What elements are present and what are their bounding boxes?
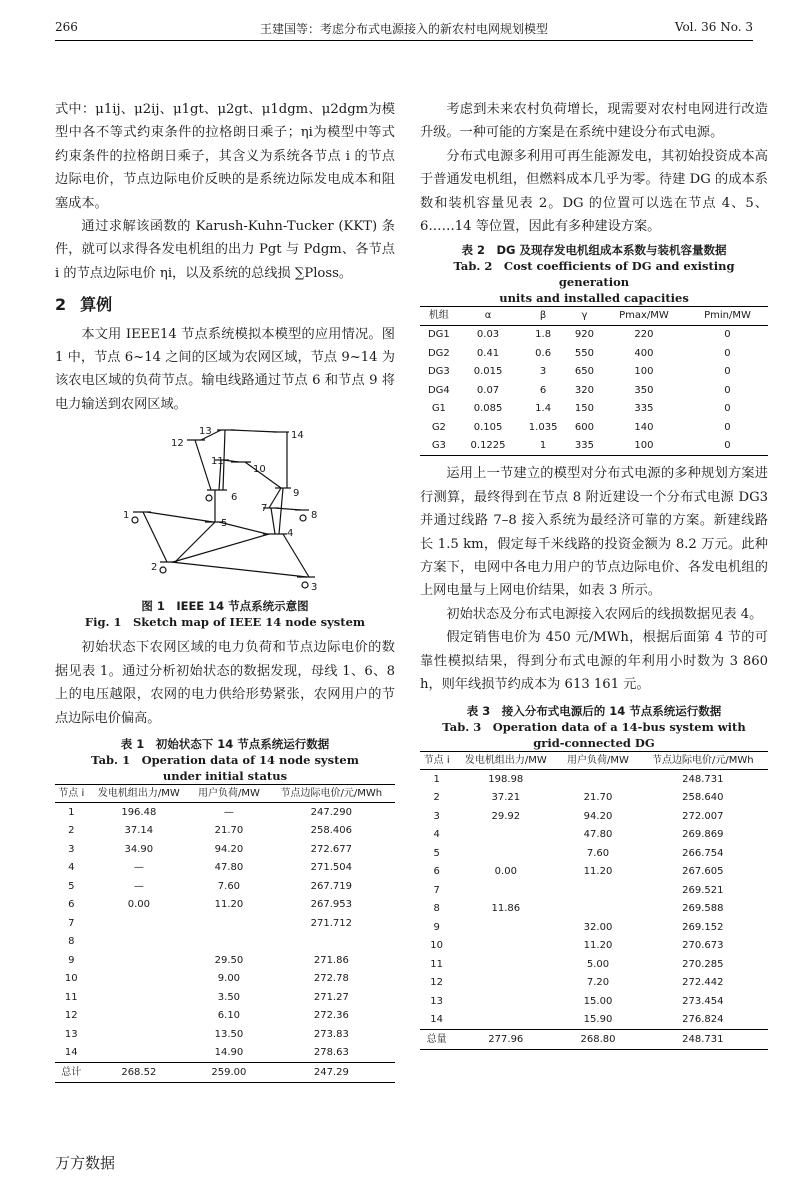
table2-caption-en-2: units and installed capacities <box>499 291 689 306</box>
table-cell <box>190 914 268 933</box>
table-cell <box>88 951 191 970</box>
table-cell: DG4 <box>427 384 450 396</box>
table2-caption-en-1: Tab. 2 Cost coefficients of DG and existing generation <box>453 259 735 290</box>
table-cell: G2 <box>431 421 446 433</box>
paragraph-lagrange: 式中：μ1ij、μ2ij、μ1gt、μ2gt、μ1dgm、μ2dgm为模型中各不等式约束条件的拉格朗日乘子；ηi为模型中等式约束条件的拉格朗日乘子，其含义为系统各节点 i 的节点边际电价，节点边际电价反映的是系统边际发电成本和阻塞成本。 <box>55 102 395 211</box>
table-cell: 350 <box>634 384 654 396</box>
table-cell <box>453 844 558 863</box>
table-cell: 7.20 <box>586 977 610 988</box>
table-cell <box>558 881 637 900</box>
table-cell: 0.1225 <box>458 437 519 456</box>
table-cell: 8 <box>68 936 75 948</box>
table-cell: 271.27 <box>313 991 349 1003</box>
table1-caption-en-1: Tab. 1 Operation data of 14 node system <box>91 752 359 767</box>
table-cell: 0.105 <box>473 421 503 433</box>
table-total-cell: 总量 <box>420 1030 453 1050</box>
node-label-13: 13 <box>199 426 212 438</box>
table-row <box>420 437 768 456</box>
node-label-10: 10 <box>253 464 266 476</box>
table-cell: 21.70 <box>214 825 244 837</box>
table-cell <box>88 914 191 933</box>
table-row <box>420 974 768 993</box>
table-cell: 0.015 <box>473 366 503 378</box>
table-cell: — <box>223 806 234 818</box>
table-cell: 11.20 <box>583 940 613 951</box>
table-cell: 34.90 <box>124 843 154 855</box>
table-cell: 9 <box>68 954 75 966</box>
table-header-cell: 用户负荷/MW <box>558 751 637 770</box>
table-row <box>420 918 768 937</box>
table-cell: 37.14 <box>124 825 154 837</box>
table-cell <box>88 1007 191 1026</box>
node-label-5: 5 <box>221 518 228 530</box>
table-cell: 2 <box>433 792 440 803</box>
table-cell: 1.035 <box>528 421 558 433</box>
table-cell: 273.83 <box>313 1028 349 1040</box>
table-cell <box>558 900 637 919</box>
table-cell: DG3 <box>427 366 450 378</box>
table-cell: 269.869 <box>682 829 724 840</box>
table-row <box>420 344 768 363</box>
table-header-cell: β <box>518 307 568 326</box>
table-cell: 196.48 <box>121 806 157 818</box>
table-cell: 5 <box>68 880 75 892</box>
node-label-12: 12 <box>171 438 184 450</box>
table-header-cell: 发电机组出力/MW <box>453 751 558 770</box>
table-row <box>55 914 395 933</box>
table-header-cell: α <box>458 307 519 326</box>
table-cell: 271.86 <box>313 954 349 966</box>
table-cell: 198.98 <box>488 773 524 785</box>
node-label-2: 2 <box>151 562 158 574</box>
table-cell: DG1 <box>427 329 450 341</box>
table-cell: 0.03 <box>476 329 500 341</box>
table-row <box>55 933 395 952</box>
table-cell: 10 <box>64 973 78 985</box>
figure-caption-cn: 图 1 IEEE 14 节点系统示意图 <box>141 599 309 614</box>
table-header-cell: γ <box>568 307 601 326</box>
table-cell: 94.20 <box>583 810 613 822</box>
table3-caption-cn: 表 3 接入分布式电源后的 14 节点系统运行数据 <box>466 703 722 718</box>
table-header-cell: 发电机组出力/MW <box>88 784 191 803</box>
table-cell: 0 <box>724 403 731 415</box>
table-cell: 11 <box>64 991 78 1003</box>
table-cell: 0.6 <box>535 347 552 359</box>
table-cell: 13 <box>64 1028 78 1040</box>
table-cell: 0 <box>724 347 731 359</box>
paragraph-upgrade: 考虑到未来农村负荷增长，现需要对农村电网进行改造升级。一种可能的方案是在系统中建设分布式电源。 <box>420 102 768 141</box>
table-cell: 1 <box>518 437 568 456</box>
table-cell <box>88 1044 191 1063</box>
table-total-cell: 268.52 <box>88 1063 191 1083</box>
table-cell: 3 <box>68 843 75 855</box>
table-row <box>420 807 768 826</box>
node-label-9: 9 <box>293 488 300 500</box>
page-number: 266 <box>55 20 78 34</box>
table-cell: 4 <box>433 829 440 840</box>
table-row <box>420 863 768 882</box>
table-cell: 6 <box>68 899 75 911</box>
table-total-cell: 259.00 <box>190 1063 268 1083</box>
table-cell <box>453 826 558 845</box>
table-cell: 0.41 <box>476 347 500 359</box>
table-row <box>55 1025 395 1044</box>
table-cell: 267.953 <box>310 899 353 911</box>
table-cell: 47.80 <box>214 862 244 874</box>
table-cell: — <box>133 862 144 874</box>
left-column <box>55 98 395 1083</box>
table-cell: 7 <box>68 917 75 929</box>
table-row <box>420 418 768 437</box>
table2-caption-cn: 表 2 DG 及现存发电机组成本系数与装机容量数据 <box>461 243 727 258</box>
node-label-4: 4 <box>287 528 294 540</box>
table-cell: 9.00 <box>217 973 241 985</box>
table-cell: 400 <box>634 347 654 359</box>
table-cell: 3 <box>539 366 547 378</box>
table-row <box>55 1007 395 1026</box>
table-cell: 0.00 <box>494 866 517 877</box>
table-cell: 21.70 <box>583 792 613 803</box>
table-row <box>55 970 395 989</box>
running-title: 王建国等：考虑分布式电源接入的新农村电网规划模型 <box>259 22 548 36</box>
table-cell: 3 <box>433 810 440 822</box>
table1-caption-en-2: under initial status <box>162 768 288 783</box>
table-cell: 335 <box>568 437 601 456</box>
table-cell: 248.731 <box>682 773 724 785</box>
table-cell: 0 <box>687 437 768 456</box>
table-header-cell: Pmin/MW <box>687 307 768 326</box>
table-row <box>420 955 768 974</box>
table-cell: 7.60 <box>217 880 241 892</box>
table-cell: 1.4 <box>535 403 552 415</box>
table-cell <box>190 933 268 952</box>
right-column <box>420 98 768 1050</box>
table-cell: 1.8 <box>535 329 552 341</box>
table-cell: 11.20 <box>583 866 613 877</box>
table3-caption <box>420 703 768 751</box>
node-label-6: 6 <box>231 492 238 504</box>
table-row <box>55 803 395 822</box>
node-label-14: 14 <box>291 430 304 442</box>
table-total-cell: 247.29 <box>268 1063 395 1083</box>
table-row <box>55 877 395 896</box>
table-header-cell: 用户负荷/MW <box>190 784 268 803</box>
node-label-8: 8 <box>311 510 318 522</box>
table-cell: 100 <box>634 366 654 378</box>
table-cell: 1 <box>68 806 75 818</box>
table3 <box>420 751 768 1050</box>
table-cell: 600 <box>574 421 594 433</box>
table-cell: 258.406 <box>310 825 353 837</box>
table-row <box>55 859 395 878</box>
table-row <box>55 822 395 841</box>
table-row <box>420 789 768 808</box>
table-cell: 2 <box>68 825 75 837</box>
table-cell: 6.10 <box>217 1010 241 1022</box>
table-cell: 269.521 <box>682 884 724 896</box>
table-cell: 11 <box>430 958 444 970</box>
table-cell <box>453 974 558 993</box>
table-row <box>420 381 768 400</box>
table-header-cell: 机组 <box>420 307 458 326</box>
table-cell: 5 <box>433 847 440 859</box>
table-cell: 272.36 <box>313 1010 349 1022</box>
figure-caption-en: Fig. 1 Sketch map of IEEE 14 node system <box>84 615 366 630</box>
table-cell: 220 <box>634 329 654 341</box>
node-label-3: 3 <box>311 582 318 594</box>
table-cell: 7 <box>433 884 440 896</box>
table-cell: G1 <box>431 403 446 415</box>
table-cell: 47.80 <box>583 829 613 840</box>
table-cell: 272.442 <box>682 977 724 988</box>
table-cell <box>88 970 191 989</box>
table-row <box>55 840 395 859</box>
paragraph-initial-state: 初始状态下农网区域的电力负荷和节点边际电价的数据见表 1。通过分析初始状态的数据发现，母线 1、6、8 上的电压越限，农网的电力供给形势紧张，农网用户的节点边际电价偏高。 <box>55 640 395 726</box>
table-cell: 269.588 <box>682 903 724 914</box>
table-cell: 10 <box>430 940 444 951</box>
table-cell: 6 <box>539 384 547 396</box>
volume-info: Vol. 36 No. 3 <box>674 20 753 34</box>
table-cell <box>88 988 191 1007</box>
node-label-11: 11 <box>211 456 224 468</box>
table-row <box>420 826 768 845</box>
running-header <box>55 18 753 41</box>
table-cell: 6 <box>433 866 440 877</box>
table-row <box>420 937 768 956</box>
table-total-cell: 268.80 <box>558 1030 637 1050</box>
table-cell: 3.50 <box>217 991 241 1003</box>
table-row <box>420 400 768 419</box>
table-cell: 7.60 <box>586 847 610 859</box>
table-cell: 8 <box>433 903 440 914</box>
table-cell <box>453 1011 558 1030</box>
table-header-cell: 节点 i <box>55 784 88 803</box>
table-header-cell: 节点 i <box>420 751 453 770</box>
table-row <box>420 770 768 789</box>
paragraph-loss-data: 初始状态及分布式电源接入农网后的线损数据见表 4。 <box>446 606 763 622</box>
ieee14-svg <box>55 424 395 594</box>
table-cell: 11.86 <box>491 903 521 914</box>
table3-caption-en-2: grid-connected DG <box>533 735 655 750</box>
table-cell <box>453 881 558 900</box>
table-cell: 271.504 <box>310 862 353 874</box>
table-cell: 270.673 <box>682 940 724 951</box>
footer-watermark: 万方数据 <box>55 1154 116 1172</box>
table-cell: 267.719 <box>310 880 353 892</box>
table-cell: 258.640 <box>682 792 724 803</box>
table-row <box>420 363 768 382</box>
paragraph-saving: 假定销售电价为 450 元/MWh，根据后面第 4 节的可靠性模拟结果，得到分布式电源的年利用小时数为 3 860 h，则年线损节约成本为 613 161 元。 <box>420 630 768 693</box>
table-cell: 12 <box>64 1010 78 1022</box>
node-label-1: 1 <box>123 510 130 522</box>
table-cell: 1 <box>433 773 440 785</box>
table1 <box>55 784 395 1083</box>
table-row <box>55 951 395 970</box>
table-row <box>420 1011 768 1030</box>
table-cell <box>453 992 558 1011</box>
table-row <box>420 881 768 900</box>
table-cell <box>453 918 558 937</box>
table-row <box>420 325 768 344</box>
table-total-row <box>55 1063 395 1083</box>
table-cell: 269.152 <box>682 921 724 933</box>
table-cell <box>88 933 191 952</box>
table-cell: 335 <box>634 403 654 415</box>
section-number: 2 <box>55 295 67 315</box>
table-cell: 13.50 <box>214 1028 244 1040</box>
table-cell: 272.007 <box>682 810 724 822</box>
table-cell: 550 <box>574 347 594 359</box>
table-total-cell: 总计 <box>55 1063 88 1083</box>
table-row <box>55 896 395 915</box>
table-cell: 15.90 <box>583 1014 613 1025</box>
table-cell: — <box>133 880 144 892</box>
node-label-7: 7 <box>261 503 268 515</box>
table-cell: 14 <box>64 1047 78 1059</box>
table-cell: 920 <box>574 329 594 341</box>
table-cell <box>453 937 558 956</box>
table-cell: 266.754 <box>682 847 724 859</box>
paragraph-dg-cost: 分布式电源多利用可再生能源发电，其初始投资成本高于普通发电机组，但燃料成本几乎为零。待建 DG 的成本系数和装机容量见表 2。DG 的位置可以选在节点 4、5、6……14 等位置，因此有多种建设方案。 <box>420 148 768 235</box>
table-cell: 270.285 <box>682 958 724 970</box>
table-cell: 247.290 <box>310 806 353 818</box>
table-cell: 0 <box>724 329 731 341</box>
table-cell: 13 <box>430 995 444 1007</box>
table-cell: 29.50 <box>214 954 244 966</box>
table-cell: 150 <box>574 403 594 415</box>
table-cell: 271.712 <box>310 917 353 929</box>
table-cell: 37.21 <box>491 792 521 803</box>
table3-caption-en-1: Tab. 3 Operation data of a 14-bus system with <box>442 719 746 734</box>
table-cell: 4 <box>68 862 75 874</box>
table-cell: 272.78 <box>313 973 349 985</box>
table-cell: 0 <box>724 366 731 378</box>
table-cell: 14.90 <box>214 1047 244 1059</box>
section-title: 算例 <box>80 295 113 315</box>
table-total-cell: 277.96 <box>453 1030 558 1050</box>
table-cell: 9 <box>433 921 440 933</box>
ieee14-diagram <box>55 424 395 594</box>
table1-caption-cn: 表 1 初始状态下 14 节点系统运行数据 <box>120 736 330 751</box>
table-cell: 278.63 <box>313 1047 349 1059</box>
table-header-cell: Pmax/MW <box>601 307 687 326</box>
table-cell: 15.00 <box>583 995 613 1007</box>
paragraph-plan-result: 运用上一节建立的模型对分布式电源的多种规划方案进行测算，最终得到在节点 8 附近建设一个分布式电源 DG3 并通过线路 7–8 接入系统为最经济可靠的方案。新建线路长 1.5 km，假定每千米线路的投资金额为 8.2 万元。此种方案下，电网中各电力用户的节点边际电价、各发电机组的上网电量与上网电价结果，如表 3 所示。 <box>420 466 768 599</box>
table-cell: 100 <box>601 437 687 456</box>
table-cell: 11.20 <box>214 899 244 911</box>
table-cell: 273.454 <box>682 995 724 1007</box>
table-row <box>55 1044 395 1063</box>
paragraph-example-intro: 本文用 IEEE14 节点系统模拟本模型的应用情况。图 1 中，节点 6~14 之间的区域为农网区域，节点 9~14 为该农电区域的负荷节点。输电线路通过节点 6 和节点 9 将电力输送到农网区域。 <box>55 326 395 412</box>
table-cell: 12 <box>430 977 444 988</box>
table-cell: G3 <box>420 437 458 456</box>
table-row <box>420 844 768 863</box>
table-cell: 0.085 <box>473 403 503 415</box>
table-cell: 0.00 <box>127 899 150 911</box>
table-cell: 267.605 <box>682 866 724 877</box>
table-cell <box>558 770 637 789</box>
table-row <box>55 988 395 1007</box>
table-cell: 140 <box>634 421 654 433</box>
section-heading <box>55 293 395 316</box>
table-cell: 320 <box>574 384 594 396</box>
table2 <box>420 306 768 456</box>
table-cell: 650 <box>574 366 594 378</box>
table-header-cell: 节点边际电价/元/MWh <box>268 784 395 803</box>
table-cell: 14 <box>430 1014 444 1025</box>
table-cell: DG2 <box>427 347 450 359</box>
table-cell: 0 <box>724 421 731 433</box>
table-cell: 5.00 <box>586 958 610 970</box>
table-cell: 0.07 <box>476 384 500 396</box>
table-cell: 94.20 <box>214 843 244 855</box>
table-cell <box>453 955 558 974</box>
table-cell: 276.824 <box>682 1014 724 1025</box>
table-cell <box>88 1025 191 1044</box>
table-cell <box>268 933 395 952</box>
table-header-cell: 节点边际电价/元/MWh <box>638 751 768 770</box>
table2-caption <box>420 242 768 306</box>
table-cell: 272.677 <box>310 843 353 855</box>
table-total-row <box>420 1030 768 1050</box>
table-total-cell: 248.731 <box>638 1030 768 1050</box>
table-cell: 0 <box>724 384 731 396</box>
table-cell: 32.00 <box>583 921 613 933</box>
table-row <box>420 992 768 1011</box>
table1-caption <box>55 736 395 784</box>
table-row <box>420 900 768 919</box>
table-cell: 29.92 <box>491 810 521 822</box>
paragraph-kkt: 通过求解该函数的 Karush-Kuhn-Tucker (KKT) 条件，就可以求得各发电机组的出力 Pgt 与 Pdgm、各节点 i 的节点边际电价 ηi，以及系统的总线损 ∑Ploss。 <box>55 219 395 281</box>
